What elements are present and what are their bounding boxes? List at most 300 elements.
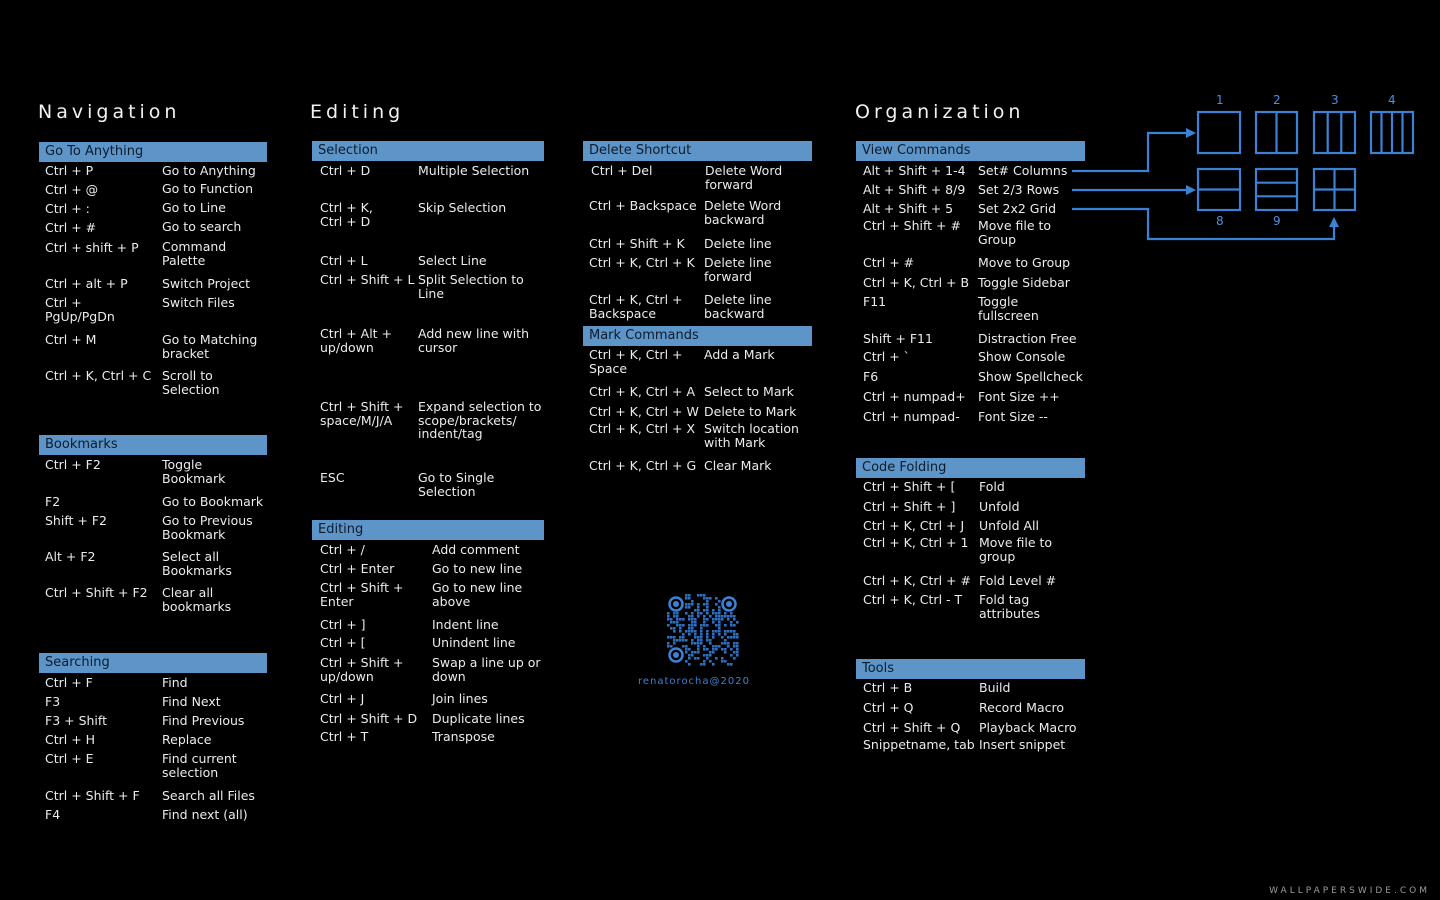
qr-module	[697, 603, 700, 606]
qr-module	[712, 618, 715, 621]
qr-module	[679, 636, 682, 639]
shortcut-action: Go to Line	[162, 200, 226, 215]
shortcut-keys: Shift + F2	[45, 513, 107, 528]
qr-module	[718, 645, 721, 648]
qr-module	[721, 657, 724, 660]
qr-module	[700, 633, 703, 636]
qr-module	[712, 621, 715, 624]
layout-label-1: 1	[1216, 93, 1224, 107]
shortcut-action: Select all Bookmarks	[162, 549, 232, 578]
shortcut-action: Distraction Free	[978, 331, 1077, 346]
shortcut-action: Find	[162, 675, 188, 690]
shortcut-keys: Ctrl + alt + P	[45, 276, 128, 291]
qr-module	[673, 621, 676, 624]
qr-module	[667, 642, 670, 645]
qr-module	[691, 621, 694, 624]
shortcut-keys: Ctrl + /	[320, 542, 365, 557]
section-title-navigation: Navigation	[38, 101, 181, 123]
qr-module	[700, 636, 703, 639]
qr-module	[700, 663, 703, 666]
qr-module	[673, 615, 676, 618]
qr-module	[670, 627, 673, 630]
shortcut-action: Select Line	[418, 253, 487, 268]
qr-module	[688, 624, 691, 627]
section-title-organization: Organization	[855, 101, 1025, 123]
qr-module	[718, 624, 721, 627]
shortcut-keys: Ctrl + Shift + L	[320, 272, 415, 287]
qr-module	[673, 627, 676, 630]
qr-module	[667, 612, 670, 615]
layout-3-columns-icon	[1314, 112, 1355, 153]
shortcut-keys: Ctrl + PgUp/PgDn	[45, 295, 115, 324]
qr-module	[721, 618, 724, 621]
shortcut-keys: Ctrl + #	[863, 255, 915, 270]
qr-module	[685, 597, 688, 600]
shortcut-keys: Ctrl + P	[45, 163, 94, 178]
shortcut-action: Indent line	[432, 617, 499, 632]
shortcut-action: Delete to Mark	[704, 404, 797, 419]
shortcut-action: Join lines	[432, 691, 488, 706]
qr-module	[676, 618, 679, 621]
qr-module	[688, 633, 691, 636]
shortcut-action: Go to new line above	[432, 580, 523, 609]
qr-module	[682, 636, 685, 639]
qr-module	[688, 615, 691, 618]
qr-module	[706, 618, 709, 621]
qr-module	[712, 630, 715, 633]
qr-module	[718, 618, 721, 621]
qr-module	[733, 615, 736, 618]
arrowhead-bottom	[1329, 217, 1339, 227]
shortcut-action: Set# Columns	[978, 163, 1068, 178]
qr-module	[706, 657, 709, 660]
qr-module	[697, 657, 700, 660]
qr-module	[706, 624, 709, 627]
shortcut-keys: Ctrl + Shift + #	[863, 218, 961, 233]
qr-caption: renatorocha@2020	[638, 676, 750, 687]
qr-module	[667, 624, 670, 627]
shortcut-action: Record Macro	[979, 700, 1064, 715]
shortcut-keys: Ctrl + F	[45, 675, 93, 690]
arrowhead-top	[1186, 128, 1196, 138]
qr-module	[712, 645, 715, 648]
group-header-searching: Searching	[39, 653, 267, 673]
qr-module	[676, 612, 679, 615]
qr-module	[682, 633, 685, 636]
qr-module	[712, 648, 715, 651]
qr-module	[685, 594, 688, 597]
qr-module	[703, 645, 706, 648]
qr-module	[706, 648, 709, 651]
qr-module	[691, 630, 694, 633]
qr-module	[676, 621, 679, 624]
qr-module	[688, 654, 691, 657]
qr-module	[727, 618, 730, 621]
qr-module	[736, 642, 739, 645]
shortcut-keys: Ctrl + T	[320, 729, 369, 744]
shortcut-action: Unfold All	[979, 518, 1039, 533]
shortcut-keys: F3	[45, 694, 61, 709]
shortcut-action: Switch location with Mark	[704, 421, 799, 450]
qr-module	[718, 630, 721, 633]
qr-module	[703, 603, 706, 606]
qr-module	[679, 630, 682, 633]
qr-module	[703, 624, 706, 627]
shortcut-keys: F2	[45, 494, 61, 509]
qr-module	[697, 594, 700, 597]
arrowhead-middle	[1186, 185, 1196, 195]
qr-module	[709, 642, 712, 645]
shortcut-action: Fold	[979, 479, 1005, 494]
shortcut-action: Go to Function	[162, 181, 253, 196]
qr-module	[703, 660, 706, 663]
qr-module	[694, 657, 697, 660]
qr-module	[730, 624, 733, 627]
qr-module	[676, 615, 679, 618]
group-header-go-to-anything: Go To Anything	[39, 142, 267, 162]
shortcut-action: Font Size ++	[978, 389, 1060, 404]
qr-module	[688, 606, 691, 609]
qr-module	[724, 651, 727, 654]
qr-module	[685, 651, 688, 654]
qr-module	[709, 639, 712, 642]
shortcut-keys: Ctrl + K, Ctrl + B	[863, 275, 970, 290]
shortcut-action: Toggle Sidebar	[978, 275, 1070, 290]
qr-module	[703, 615, 706, 618]
shortcut-keys: Ctrl + F2	[45, 457, 101, 472]
qr-module	[691, 639, 694, 642]
qr-module	[691, 624, 694, 627]
qr-module	[733, 642, 736, 645]
shortcut-action: Delete line forward	[704, 255, 772, 284]
shortcut-keys: Shift + F11	[863, 331, 933, 346]
shortcut-action: Replace	[162, 732, 212, 747]
group-header-mark-commands: Mark Commands	[583, 326, 812, 346]
shortcut-keys: Ctrl + K, Ctrl + 1	[863, 535, 969, 550]
qr-module	[706, 597, 709, 600]
qr-module	[673, 636, 676, 639]
qr-module	[685, 612, 688, 615]
qr-module	[715, 597, 718, 600]
shortcut-keys: Ctrl + K, Ctrl + K	[589, 255, 695, 270]
shortcut-action: Unindent line	[432, 635, 516, 650]
shortcut-keys: Ctrl + numpad+	[863, 389, 966, 404]
qr-module	[700, 642, 703, 645]
qr-module	[721, 648, 724, 651]
qr-module	[718, 612, 721, 615]
shortcut-action: Add comment	[432, 542, 520, 557]
qr-module	[715, 630, 718, 633]
qr-module	[703, 597, 706, 600]
shortcut-action: Scroll to Selection	[162, 368, 220, 397]
qr-module	[691, 642, 694, 645]
qr-module	[691, 612, 694, 615]
qr-module	[691, 654, 694, 657]
qr-module	[733, 636, 736, 639]
qr-module	[700, 624, 703, 627]
shortcut-keys: Ctrl + Shift + Enter	[320, 580, 404, 609]
shortcut-action: Fold Level #	[979, 573, 1057, 588]
shortcut-keys: Ctrl + Shift + Q	[863, 720, 961, 735]
shortcut-action: Search all Files	[162, 788, 255, 803]
shortcut-action: Move to Group	[978, 255, 1071, 270]
qr-module	[730, 621, 733, 624]
shortcut-keys: Ctrl + B	[863, 680, 913, 695]
shortcut-action: Build	[979, 680, 1011, 695]
shortcut-action: Duplicate lines	[432, 711, 525, 726]
shortcut-action: Toggle fullscreen	[978, 294, 1039, 323]
qr-module	[667, 645, 670, 648]
layout-diagram	[1060, 85, 1430, 255]
qr-module	[727, 645, 730, 648]
shortcut-action: Add new line with cursor	[418, 326, 530, 355]
shortcut-action: Move file to group	[979, 535, 1053, 564]
qr-module	[688, 663, 691, 666]
shortcut-keys: Alt + Shift + 1-4	[863, 163, 966, 178]
qr-module	[703, 648, 706, 651]
shortcut-keys: ESC	[320, 470, 345, 485]
qr-module	[730, 648, 733, 651]
qr-module	[694, 609, 697, 612]
qr-module	[667, 615, 670, 618]
shortcut-action: Show Spellcheck	[978, 369, 1083, 384]
qr-module	[700, 627, 703, 630]
shortcut-keys: Ctrl + `	[863, 349, 910, 364]
shortcut-action: Command Palette	[162, 239, 227, 268]
shortcut-keys: Ctrl + K, Ctrl + C	[45, 368, 152, 383]
qr-module	[736, 621, 739, 624]
qr-module	[718, 606, 721, 609]
qr-module	[670, 621, 673, 624]
qr-module	[727, 615, 730, 618]
qr-module	[703, 609, 706, 612]
qr-module	[730, 612, 733, 615]
shortcut-keys: Ctrl + H	[45, 732, 96, 747]
qr-module	[706, 636, 709, 639]
shortcut-keys: Ctrl + E	[45, 751, 94, 766]
qr-module	[688, 657, 691, 660]
shortcut-keys: Ctrl + Shift + F	[45, 788, 140, 803]
qr-module	[718, 600, 721, 603]
shortcut-keys: Ctrl + Shift + F2	[45, 585, 148, 600]
qr-module	[706, 606, 709, 609]
shortcut-keys: Ctrl + Shift + space/M/J/A	[320, 399, 404, 428]
qr-module	[724, 612, 727, 615]
shortcut-action: Delete line	[704, 236, 772, 251]
layout-label-8: 8	[1216, 214, 1224, 228]
shortcut-action: Swap a line up or down	[432, 655, 541, 684]
shortcut-action: Set 2x2 Grid	[978, 201, 1057, 216]
shortcut-action: Multiple Selection	[418, 163, 530, 178]
shortcut-action: Find current selection	[162, 751, 237, 780]
qr-module	[724, 630, 727, 633]
shortcut-action: Expand selection to scope/brackets/ indent/tag	[418, 399, 542, 441]
qr-module	[697, 642, 700, 645]
qr-module	[691, 651, 694, 654]
qr-module	[736, 633, 739, 636]
qr-module	[721, 660, 724, 663]
qr-module	[736, 645, 739, 648]
connector-arrow-top	[1072, 133, 1186, 171]
qr-module	[697, 609, 700, 612]
qr-module	[685, 606, 688, 609]
qr-module	[682, 639, 685, 642]
qr-module	[727, 636, 730, 639]
shortcut-action: Switch Files	[162, 295, 235, 310]
qr-module	[691, 627, 694, 630]
qr-module	[682, 624, 685, 627]
qr-module	[697, 615, 700, 618]
qr-module	[724, 633, 727, 636]
qr-module	[694, 633, 697, 636]
shortcut-keys: Ctrl + K, Ctrl + D	[320, 200, 373, 229]
qr-module	[694, 630, 697, 633]
shortcut-action: Delete line backward	[704, 292, 772, 321]
shortcut-action: Playback Macro	[979, 720, 1077, 735]
shortcut-keys: Ctrl + Shift + ]	[863, 499, 956, 514]
qr-module	[694, 651, 697, 654]
watermark: WALLPAPERSWIDE.COM	[1269, 886, 1430, 896]
qr-module	[667, 636, 670, 639]
shortcut-keys: Ctrl + shift + P	[45, 240, 139, 255]
shortcut-keys: Ctrl + :	[45, 201, 90, 216]
qr-module	[724, 660, 727, 663]
shortcut-keys: F4	[45, 807, 61, 822]
group-header-code-folding: Code Folding	[856, 458, 1085, 478]
qr-module	[697, 636, 700, 639]
group-header-tools: Tools	[856, 659, 1085, 679]
qr-module	[730, 615, 733, 618]
shortcut-keys: Ctrl + K, Ctrl - T	[863, 592, 963, 607]
qr-module	[670, 636, 673, 639]
qr-module	[733, 618, 736, 621]
qr-module	[697, 651, 700, 654]
shortcut-keys: F6	[863, 369, 879, 384]
layout-1-column-icon	[1198, 112, 1240, 153]
qr-module	[715, 618, 718, 621]
qr-module	[685, 603, 688, 606]
layout-label-2: 2	[1273, 93, 1281, 107]
shortcut-keys: Ctrl + D	[320, 163, 371, 178]
qr-module	[712, 633, 715, 636]
shortcut-action: Go to new line	[432, 561, 523, 576]
shortcut-action: Delete Word backward	[704, 198, 782, 227]
shortcut-action: Go to Previous Bookmark	[162, 513, 253, 542]
qr-module	[724, 624, 727, 627]
qr-module	[697, 612, 700, 615]
shortcut-action: Go to Single Selection	[418, 470, 495, 499]
connector-arrow-bottom	[1072, 209, 1334, 239]
shortcut-action: Toggle Bookmark	[162, 457, 226, 486]
shortcut-action: Insert snippet	[979, 737, 1066, 752]
qr-module	[706, 639, 709, 642]
qr-module	[685, 648, 688, 651]
qr-module	[721, 615, 724, 618]
shortcut-keys: Ctrl + Backspace	[589, 198, 697, 213]
qr-module	[697, 645, 700, 648]
qr-module	[694, 642, 697, 645]
shortcut-action: Go to Anything	[162, 163, 256, 178]
shortcut-keys: Ctrl + Shift + [	[863, 479, 956, 494]
shortcut-action: Fold tag attributes	[979, 592, 1041, 621]
qr-module	[706, 630, 709, 633]
qr-module	[721, 636, 724, 639]
qr-module	[706, 603, 709, 606]
qr-module	[667, 618, 670, 621]
shortcut-keys: Ctrl + Q	[863, 700, 914, 715]
shortcut-action: Font Size --	[978, 409, 1048, 424]
qr-module	[727, 642, 730, 645]
shortcut-keys: Ctrl + @	[45, 182, 99, 197]
shortcut-action: Clear Mark	[704, 458, 772, 473]
qr-module	[688, 603, 691, 606]
qr-module	[733, 657, 736, 660]
shortcut-action: Find next (all)	[162, 807, 248, 822]
qr-module	[724, 639, 727, 642]
shortcut-keys: Ctrl + Enter	[320, 561, 395, 576]
shortcut-action: Unfold	[979, 499, 1020, 514]
qr-module	[685, 645, 688, 648]
group-header-delete-shortcut: Delete Shortcut	[583, 141, 812, 161]
shortcut-keys: Snippetname, tab	[863, 737, 975, 752]
qr-module	[733, 633, 736, 636]
qr-module	[715, 612, 718, 615]
qr-module	[703, 594, 706, 597]
qr-module	[679, 627, 682, 630]
qr-module	[679, 618, 682, 621]
qr-module	[709, 615, 712, 618]
qr-module	[691, 600, 694, 603]
shortcut-keys: Ctrl + K, Ctrl + W	[589, 404, 699, 419]
shortcut-keys: Ctrl + Del	[591, 163, 653, 178]
shortcut-keys: Ctrl + Shift + D	[320, 711, 418, 726]
shortcut-action: Select to Mark	[704, 384, 794, 399]
qr-module	[706, 600, 709, 603]
qr-module	[688, 648, 691, 651]
qr-module	[730, 636, 733, 639]
qr-module	[703, 621, 706, 624]
qr-module	[700, 594, 703, 597]
qr-code	[667, 594, 739, 666]
qr-module	[673, 630, 676, 633]
qr-module	[727, 630, 730, 633]
qr-module	[733, 645, 736, 648]
layout-label-3: 3	[1331, 93, 1339, 107]
shortcut-keys: Ctrl + Alt + up/down	[320, 326, 393, 355]
shortcut-keys: Ctrl + J	[320, 691, 365, 706]
qr-module	[688, 627, 691, 630]
qr-module	[733, 651, 736, 654]
shortcut-keys: Ctrl + numpad-	[863, 409, 960, 424]
shortcut-keys: Ctrl + K, Ctrl + G	[589, 458, 697, 473]
qr-module	[736, 651, 739, 654]
qr-module	[691, 618, 694, 621]
shortcut-action: Set 2/3 Rows	[978, 182, 1060, 197]
qr-module	[709, 597, 712, 600]
qr-module	[703, 654, 706, 657]
qr-module	[700, 612, 703, 615]
shortcut-keys: Ctrl + ]	[320, 617, 366, 632]
qr-module	[712, 609, 715, 612]
group-header-bookmarks: Bookmarks	[39, 435, 267, 455]
shortcut-keys: Ctrl + K, Ctrl + #	[863, 573, 971, 588]
shortcut-keys: F3 + Shift	[45, 713, 107, 728]
qr-module	[730, 630, 733, 633]
qr-module	[694, 621, 697, 624]
qr-module	[700, 630, 703, 633]
qr-module	[715, 615, 718, 618]
shortcut-keys: Ctrl + K, Ctrl + X	[589, 421, 696, 436]
